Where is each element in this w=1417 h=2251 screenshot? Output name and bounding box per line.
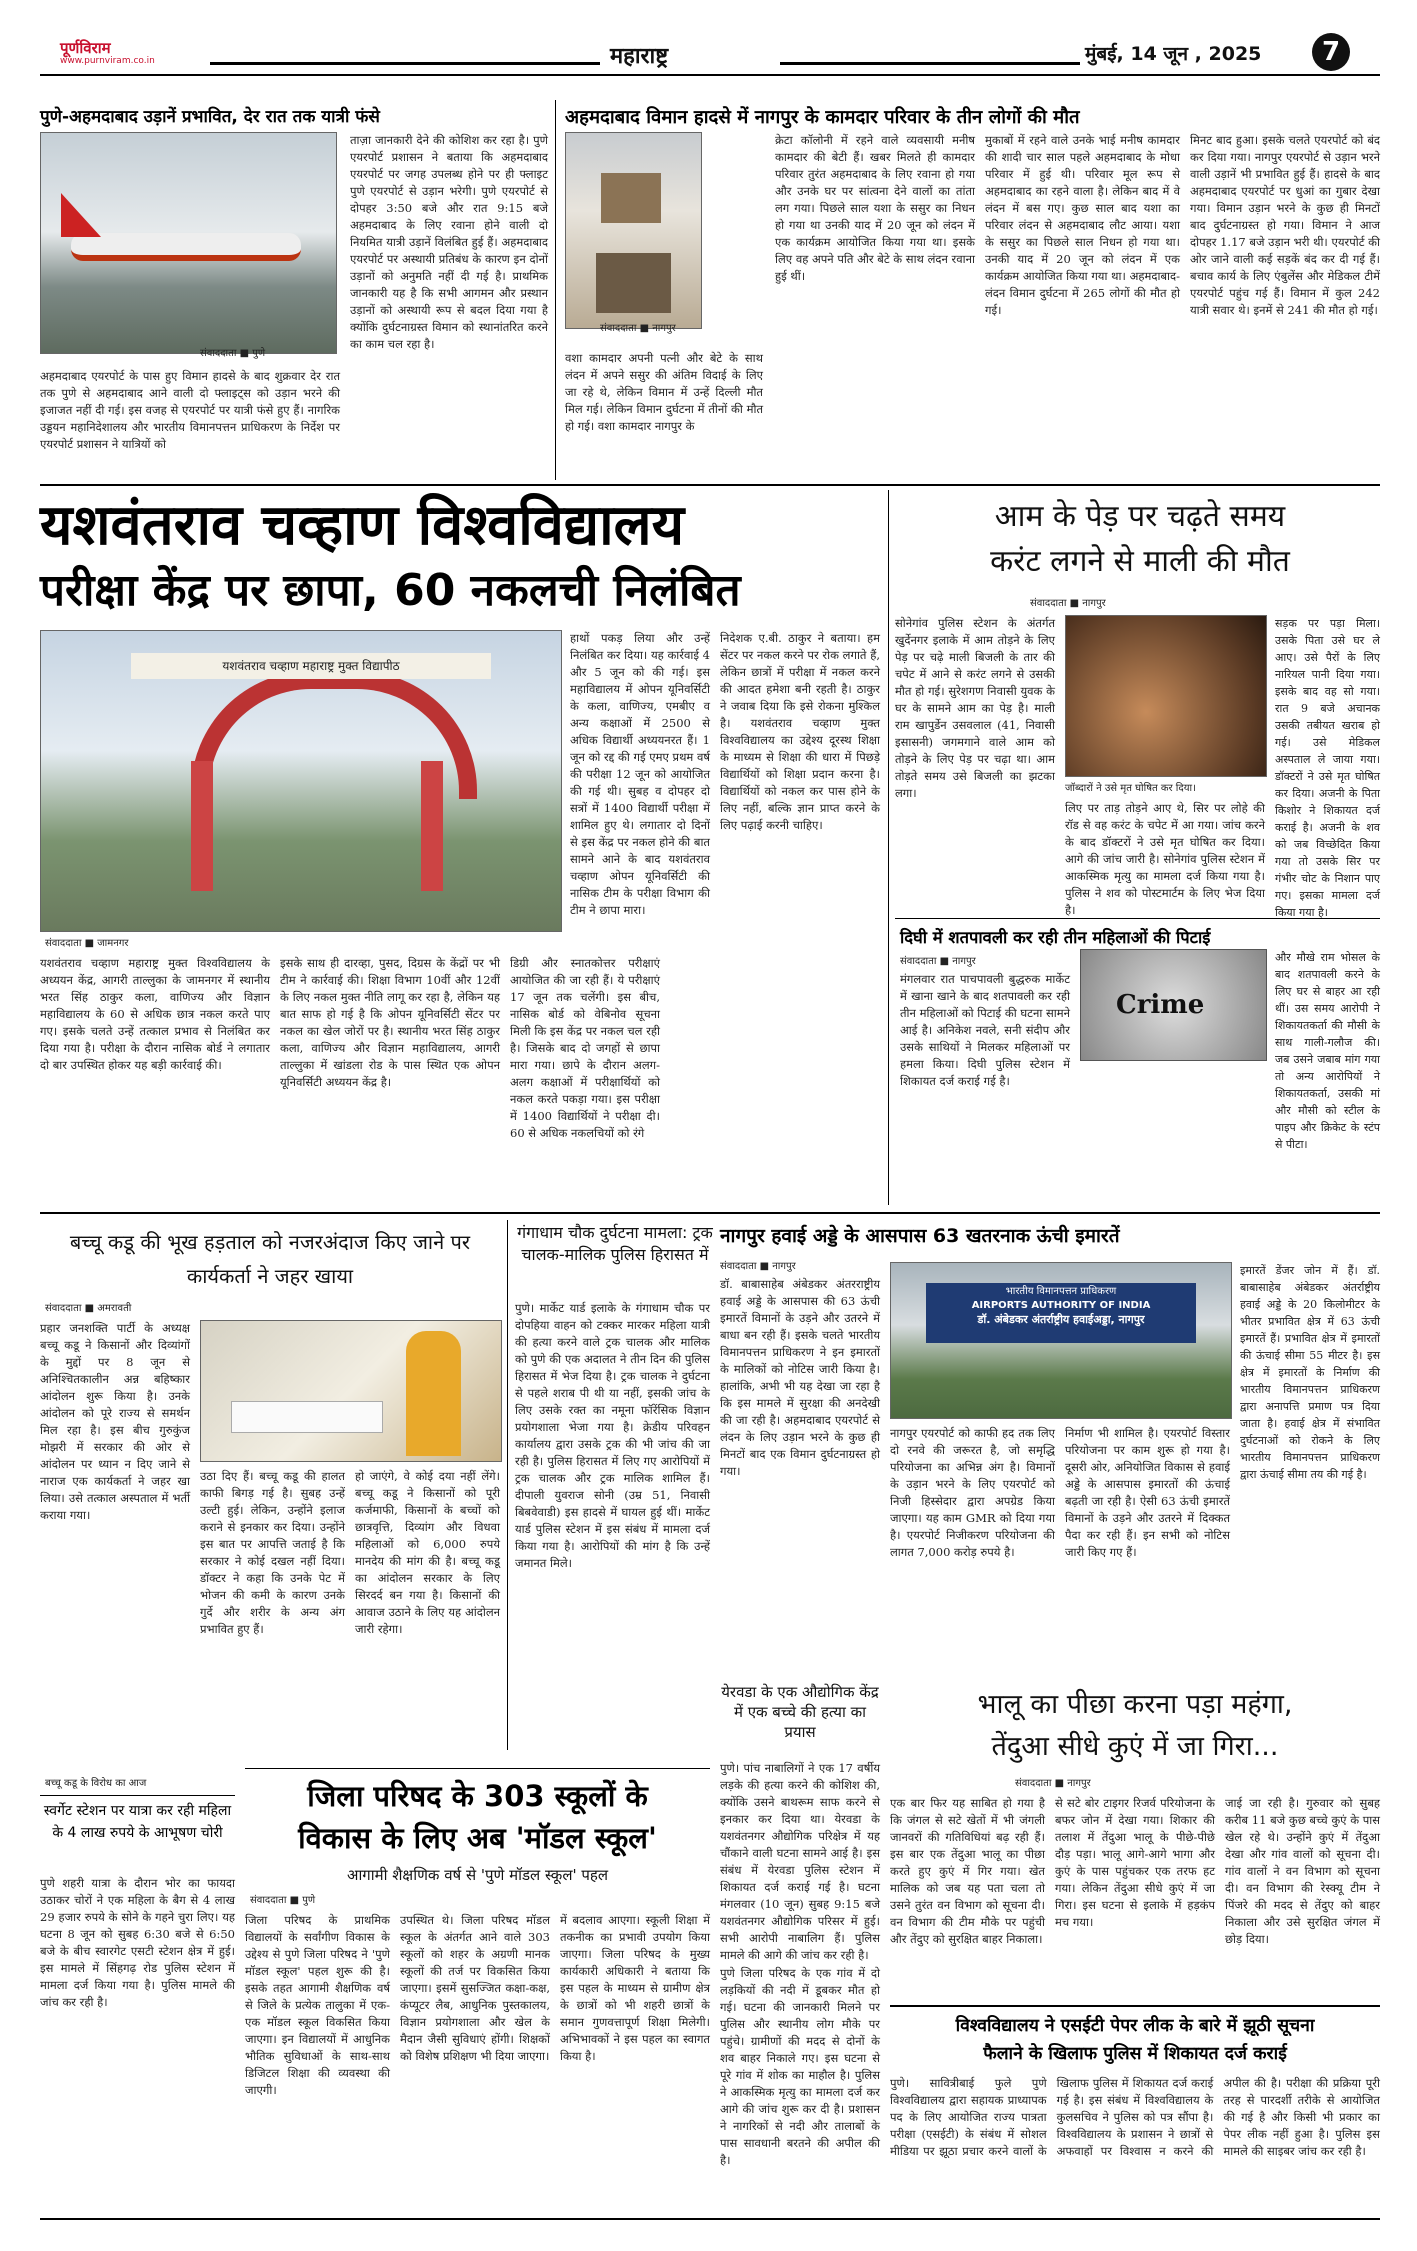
mango-headline-2: करंट लगने से माली की मौत <box>990 544 1290 579</box>
masthead-bottom-rule <box>40 74 1380 76</box>
airport-body-4: इमारतें डेंजर जोन में हैं। डॉ. बाबासाहेब अंबेडकर अंतर्राष्ट्रीय हवाई अड्डे के 20 किलोमीटर के भीतर प्रभावित क्षेत्र में 63 ऊंची इमारतें हैं। प्रभावित क्षेत्र में इमारतों की ऊंचाई सीमा 55 मीटर है। इस क्षेत्र में इमारतों के निर्माण की भारतीय विमानपत्तन प्राधिकरण द्वारा अनापत्ति प्रमाण पत्र दिया जाता है। हवाई क्षेत्र में संभावित दुर्घटनाओं को रोकने के लिए भारतीय विमानपत्तन प्राधिकरण द्वारा ऊंचाई सीमा तय की गई है। <box>1240 1264 1380 1481</box>
column-divider <box>555 100 556 480</box>
nagpur-family-col2: क्रेटा कॉलोनी में रहने वाले व्यवसायी मनीष कामदार की बेटी हैं। खबर मिलते ही कामदार परिवार तुरंत अहमदाबाद के लिए रवाना हो गया और उनके घर पर सांत्वना देने वालों का तांता लग गया। पिछले साल यशा के ससुर का निधन हो गया था उनकी याद में 20 जून को लंदन में एक कार्यक्रम आयोजित किया गया था। इसके लिए वह अपने पति और बेटे के साथ लंदन रवाना हुई थीं। <box>775 133 975 283</box>
bachchu-body-2: उठा दिए हैं। बच्चू कडू की हालत काफी बिगड़ गई है। सुबह उन्हें उल्टी हुई। लेकिन, उन्होंने इलाज कराने से इनकार कर दिया। उन्होंने इस बात पर आपत्ति जताई है कि सरकार ने कोई दखल नहीं दिया। डॉक्टर ने कहा कि उनके पेट में भोजन की कमी के कारण उनके गुर्दे और शरीर के अन्य अंग प्रभावित हुए हैं। <box>200 1469 345 1636</box>
airport-sign-line2: AIRPORTS AUTHORITY OF INDIA <box>971 1300 1151 1311</box>
ycmou-headline-1: यशवंतराव चव्हाण विश्वविद्यालय <box>40 493 685 558</box>
airport-body-1: डॉ. बाबासाहेब अंबेडकर अंतरराष्ट्रीय हवाई अड्डे के आसपास की 63 ऊंची इमारतें विमानों के उड़ने और उतरने में बाधा बन रही हैं। इसके चलते भारतीय विमानपत्तन प्राधिकरण ने इन इमारतों के मालिकों को नोटिस जारी किया है। हालांकि, अभी भी यह देखा जा रहा है कि इस मामले में सुरक्षा की अनदेखी की जा रही है। अहमदाबाद एयरपोर्ट से लंदन के लिए उड़ान भरने के कुछ ही मिनटों बाद एक विमान दुर्घटनाग्रस्त हो गया। <box>720 1277 880 1478</box>
airport-credit: संवाददाता ■ नागपुर <box>720 1261 796 1272</box>
zp-top-rule <box>245 1768 710 1769</box>
airport-body-3: निर्माण भी शामिल है। एयरपोर्ट विस्तार परियोजना पर काम शुरू हो गया है। दूसरी ओर, अनियोजित विकास से हवाई अड्डे के आसपास इमारतों की ऊंचाई बढ़ती जा रही है। ऐसी 63 ऊंची इमारतें विमानों के उड़ने और उतरने में दिक्कत पैदा कर रही हैं। इन सभी को नोटिस जारी किए गए हैं। <box>1065 1426 1230 1559</box>
nagpur-family-col1: वशा कामदार अपनी पत्नी और बेटे के साथ लंदन में अपने ससुर की अंतिम विदाई के लिए जा रहे थे, लेकिन विमान में उन्हें दिल्ली मौत मिल गई। लेकिन विमान दुर्घटना में तीनों की मौत हो गई। वशा कामदार नागपुर के <box>565 351 763 433</box>
gate-pillar-left <box>191 761 213 891</box>
dighi-body-1: मंगलवार रात पाचपावली बुद्धरुक मार्केट में खाना खाने के बाद शतपावली कर रही तीन महिलाओं को पिटाई की घटना सामने आई है। अनिकेश नवले, सनी संदीप और उसके साथियों ने मिलकर महिलाओं पर हमला किया। दिघी पुलिस स्टेशन में शिकायत दर्ज कराई गई है। <box>900 972 1070 1088</box>
house-gate <box>596 253 671 313</box>
zp-subhead: आगामी शैक्षणिक वर्ष से 'पुणे मॉडल स्कूल' पहल <box>346 1866 609 1884</box>
zp-body-1: जिला परिषद के प्राथमिक विद्यालयों के सर्वांगीण विकास के उद्देश्य से पुणे जिला परिषद ने 'पुणे मॉडल स्कूल' पहल शुरू की है। इसके तहत आगामी शैक्षणिक वर्ष से जिले के प्रत्येक तालुका में एक-एक मॉडल स्कूल विकसित किया जाएगा। इन विद्यालयों में आधुनिक भौतिक सुविधाओं के साथ-साथ डिजिटल शिक्षा की व्यवस्था की जाएगी। <box>245 1913 390 2097</box>
bear-headline-2: तेंदुआ सीधे कुएं में जा गिरा... <box>991 1731 1279 1762</box>
set-body: पुणे। सावित्रीबाई फुले पुणे विश्वविद्यालय द्वारा सहायक प्राध्यापक पद के लिए आयोजित राज्य पात्रता परीक्षा (एसईटी) के संबंध में सोशल मीडिया पर झूठा प्रचार करने वालों के खिलाफ पुलिस में शिकायत दर्ज कराई गई है। इस संबंध में विश्वविद्यालय के कुलसचिव ने पुलिस को पत्र सौंपा है। विश्वविद्यालय के प्रशासन ने छात्रों से अफवाहों पर विश्वास न करने की अपील की है। परीक्षा की प्रक्रिया पूरी तरह से पारदर्शी तरीके से आयोजित की गई है और किसी भी प्रकार का पेपर लीक नहीं हुआ है। पुलिस इस मामले की साइबर जांच कर रही है। <box>890 2076 1380 2158</box>
set-box <box>890 2005 1380 2214</box>
issue-date: मुंबई, 14 जून , 2025 <box>1085 43 1262 65</box>
pune-drowning-body: पुणे जिला परिषद के एक गांव में दो लड़कियों की नदी में डूबकर मौत हो गई। घटना की जानकारी मिलने पर पुलिस और स्थानीय लोग मौके पर पहुंचे। ग्रामीणों की मदद से दोनों के शव बाहर निकाले गए। इस घटना से पूरे गांव में शोक का माहौल है। पुलिस ने आकस्मिक मृत्यु का मामला दर्ज कर आगे की जांच शुरू कर दी है। प्रशासन ने नागरिकों से नदी और तालाबों के पास सावधानी बरतने की अपील की है। <box>720 1966 880 2167</box>
university-gate-photo <box>40 630 562 932</box>
zp-body-3: में बदलाव आएगा। स्कूली शिक्षा में तकनीक का प्रभावी उपयोग किया जाएगा। जिला परिषद के मुख्य कार्यकारी अधिकारी ने बताया कि इस पहल के माध्यम से ग्रामीण क्षेत्र के छात्रों को भी शहरी छात्रों के समान गुणवत्तापूर्ण शिक्षा मिलेगी। अभिभावकों ने इस पहल का स्वागत किया है। <box>560 1913 710 2063</box>
bachchu-body-1: प्रहार जनशक्ति पार्टी के अध्यक्ष बच्चू कडू ने किसानों और दिव्यांगों के मुद्दों पर 8 जून से अनिश्चितकालीन अन्न बहिष्कार आंदोलन शुरू किया है। उनके आंदोलन को पूरे राज्य से समर्थन मिल रहा है। इस बीच गुरुकुंज मोझरी में सरकार की ओर से आंदोलन पर ध्यान न दिए जाने से नाराज एक कार्यकर्ता ने जहर खा लिया। उसे तत्काल अस्पताल में भर्ती कराया गया। <box>40 1321 190 1522</box>
ycmou-body-3: डिग्री और स्नातकोत्तर परीक्षाएं आयोजित की जा रही हैं। ये परीक्षाएं 17 जून तक चलेंगी। इस बीच, नासिक बोर्ड को वेबिनोव सूचना मिली कि इस केंद्र पर नकल चल रही है। जिसके बाद दो जगहों से छापा मारा गया। छापे के दौरान अलग-अलग कक्षाओं में परीक्षार्थियों को नकल करते पकड़ा गया। इस परीक्षा में 1400 विद्यार्थियों ने परीक्षा दी। 60 से अधिक नकलचियों को रंगे <box>510 956 660 1140</box>
bear-body-2: से सटे बोर टाइगर रिजर्व परियोजना के बफर जोन में देखा गया। शिकार की तलाश में तेंदुआ भालू के पीछे-पीछे दौड़ पड़ा। भालू आगे-आगे भागा और कुएं के पास पहुंचकर एक तरफ हट गया। लेकिन तेंदुआ सीधे कुएं में जा गिरा। इस घटना से इलाके में हड़कंप मच गया। <box>1055 1796 1215 1929</box>
nagpur-family-headline: अहमदाबाद विमान हादसे में नागपुर के कामदार परिवार के तीन लोगों की मौत <box>565 107 1080 128</box>
airport-sign-line3: डॉ. अंबेडकर अंतर्राष्ट्रीय हवाईअड्डा, नागपुर <box>977 1313 1145 1326</box>
airport-headline: नागपुर हवाई अड्डे के आसपास 63 खतरनाक ऊंची इमारतें <box>720 1225 1120 1247</box>
brand-logo: पूर्णविराम <box>60 39 111 57</box>
gate-sign: यशवंतराव चव्हाण महाराष्ट्र मुक्त विद्यापीठ <box>131 653 491 679</box>
house-window <box>601 173 661 223</box>
mango-body-3: सड़क पर पड़ा मिला। उसके पिता उसे घर ले आए। उसे पैरों के लिए नारियल पानी दिया गया। इसके बाद वह सो गया। रात 9 बजे अचानक उसकी तबीयत खराब हो गई। उसे मेडिकल अस्पताल ले जाया गया। डॉक्टरों ने उसे मृत घोषित कर दिया। अजनी के पिता किशोर ने शिकायत दर्ज कराई है। अजनी के शव को जब विच्छेदित किया गया तो उसके सिर पर गंभीर चोट के निशान पाए गए। इसका मामला दर्ज किया गया है। <box>1275 617 1380 919</box>
column-divider-3 <box>507 1220 508 1750</box>
crime-image <box>1080 949 1267 1061</box>
nagpur-family-col3: मुकाबों में रहने वाले उनके भाई मनीष कामदार की शादी चार साल पहले अहमदाबाद के मोधा परिवार में हुई थी। परिवार मूल रूप से अहमदाबाद का रहने वाला है। लेकिन बाद में वे लंदन में बस गए। कुछ साल बाद यशा का परिवार लंदन से अहमदाबाद लौट आया। यशा के ससुर का पिछले साल निधन हो गया था। उनकी याद में 20 जून को लंदन में एक कार्यक्रम आयोजित किया गया था। अहमदाबाद-लंदन विमान दुर्घटना में 265 लोगों की मौत हो गई। <box>985 133 1180 317</box>
bear-body-1: एक बार फिर यह साबित हो गया है कि जंगल से सटे खेतों में भी जंगली जानवरों की गतिविधियां बढ़ रही हैं। इस बार एक तेंदुआ भालू का पीछा करते हुए कुएं में गिर गया। खेत मालिक को जब यह पता चला तो उसने तुरंत वन विभाग को सूचना दी। वन विभाग की टीम मौके पर पहुंची और तेंदुए को सुरक्षित बाहर निकाला। <box>890 1796 1045 1946</box>
set-headline-2: फैलाने के खिलाफ पुलिस में शिकायत दर्ज कराई <box>983 2044 1287 2064</box>
aircraft-photo <box>40 132 337 354</box>
bear-headline-1: भालू का पीछा करना पड़ा महंगा, <box>977 1689 1293 1720</box>
bachchu-credit: संवाददाता ■ अमरावती <box>45 1303 132 1314</box>
page-bottom-rule <box>40 2218 1380 2220</box>
nagpur-family-credit: संवाददाता ■ नागपुर <box>600 323 676 334</box>
dighi-credit: संवाददाता ■ नागपुर <box>900 956 976 967</box>
airport-sign-photo <box>890 1262 1232 1419</box>
aircraft-tail <box>61 193 101 237</box>
zp-credit: संवाददाता ■ पुणे <box>250 1895 316 1906</box>
mango-body-1: सोनेगांव पुलिस स्टेशन के अंतर्गत खुर्देनगर इलाके में आम तोड़ने के लिए पेड़ पर चढ़े माली बिजली के तार की चपेट में आने से करंट लगने से उसकी मौत हो गई। सुरेशगण निवासी युवक के घर के सामने आम का पेड़ है। माली राम खापुर्डेन उसवलाल (41, निवासी इसासनी) जगमगाने वाले आम को तोड़ने के लिए पेड़ पर चढ़ा था। आम तोड़ते समय उसे बिजली का झटका लगा। <box>895 616 1055 800</box>
gate-pillar-right <box>421 761 443 891</box>
zp-headline-2: विकास के लिए अब 'मॉडल स्कूल' <box>298 1821 657 1855</box>
airport-sign-line1: भारतीय विमानपत्तन प्राधिकरण <box>1005 1286 1117 1297</box>
mango-headline-1: आम के पेड़ पर चढ़ते समय <box>994 499 1286 534</box>
page-number: 7 <box>1312 33 1350 71</box>
pune-flights-credit: संवाददाता ■ पुणे <box>200 348 266 359</box>
mango-body-2: लिए पर ताड़ तोड़ने आए थे, सिर पर लोहे की रॉड से वह करंट के चपेट में आ गया। जांच करने के बाद डॉक्टरों ने उसे मृत घोषित कर दिया। आगे की जांच जारी है। सोनेगांव पुलिस स्टेशन में आकस्मिक मृत्यु का मामला दर्ज किया गया है। पुलिस ने शव को पोस्टमार्टम के लिए भेज दिया है। <box>1065 801 1265 917</box>
bear-body-3: जाई जा रही है। गुरुवार को सुबह करीब 11 बजे कुछ बच्चे कुएं के पास खेल रहे थे। उन्होंने कुएं में तेंदुआ देखा और गांव वालों को सूचना दी। गांव वालों ने वन विभाग को सूचना दी। वन विभाग की रेस्क्यू टीम ने पिंजरे की मदद से तेंदुए को बाहर निकाला और उसे सुरक्षित जंगल में छोड़ दिया। <box>1225 1796 1380 1946</box>
mango-caption: जॉब्दारों ने उसे मृत घोषित कर दिया। <box>1065 783 1196 794</box>
airport-body-2: नागपुर एयरपोर्ट को काफी हद तक लिए दो रनवे की जरूरत है, जो समृद्धि परियोजना का अभिन्न अंग है। विमानों के उड़ान भरने के लिए एयरपोर्ट को निजी हिस्सेदार द्वारा अपग्रेड किया जाएगा। यह काम GMR को दिया गया है। एयरपोर्ट निजीकरण परियोजना की लागत 7,000 करोड़ रुपये है। <box>890 1426 1055 1559</box>
person-figure <box>406 1331 461 1456</box>
pune-flights-body-left: अहमदाबाद एयरपोर्ट के पास हुए विमान हादसे के बाद शुक्रवार देर रात तक पुणे से अहमदाबाद आने वाली दो फ्लाइट्स को उड़ान भरने की इजाजत नहीं दी गई। इस वजह से एयरपोर्ट पर यात्री फंसे हुए हैं। नागरिक उड्डयन महानिदेशालय और भारतीय विमानपत्तन प्राधिकरण के निर्देश पर एयरपोर्ट प्रशासन ने यात्रियों को <box>40 369 340 451</box>
ycmou-body-4: हाथों पकड़ लिया और उन्हें निलंबित कर दिया। यह कार्रवाई 4 और 5 जून को की गई। इस महाविद्यालय में ओपन यूनिवर्सिटी के कला, वाणिज्य, एमबीए व अन्य कक्षाओं में 2500 से अधिक विद्यार्थी अध्ययनरत हैं। 1 जून को रद्द की गई एमए प्रथम वर्ष की परीक्षा 12 जून को आयोजित की गई थी। सुबह व दोपहर दो सत्रों में 1400 विद्यार्थी परीक्षा में शामिल हुए थे। लगातार दो दिनों से इस केंद्र पर नकल होने की बात सामने आने के बाद यशवंतराव चव्हाण ओपन यूनिवर्सिटी की नासिक टीम के परीक्षा विभाग की टीम ने छापा मारा। <box>570 631 710 917</box>
masthead-rule-left <box>210 62 600 65</box>
crime-label: Crime <box>1116 990 1205 1020</box>
aircraft-body <box>71 233 301 261</box>
website-url: www.purnviram.co.in <box>60 56 155 66</box>
bachchu-headline: बच्चू कडू की भूख हड़ताल को नजरअंदाज किए जाने पर कार्यकर्ता ने जहर खाया <box>69 1230 471 1288</box>
column-divider-2 <box>888 490 889 1205</box>
section-label: महाराष्ट्र <box>610 43 669 69</box>
bed-figure <box>231 1401 383 1433</box>
masthead <box>0 0 1417 72</box>
gangadham-body: पुणे। मार्केट यार्ड इलाके के गंगाधाम चौक पर दोपहिया वाहन को टक्कर मारकर महिला यात्री की हत्या करने वाले ट्रक चालक और मालिक को पुणे की एक अदालत ने तीन दिन की पुलिस हिरासत में भेज दिया है। ट्रक चालक ने दुर्घटना से पहले शराब पी थी या नहीं, इसकी जांच के लिए उसके रक्त का नमूना फॉरेंसिक विज्ञान प्रयोगशाला भेजा गया है। क्रेडीय परिवहन कार्यालय द्वारा उसके ट्रक की भी जांच की जा रही है। पुलिस हिरासत में लिए गए आरोपियों में ट्रक चालक और ट्रक मालिक शामिल हैं। दीपाली युवराज सोनी (उम्र 51, निवासी बिबवेवाडी) इस हादसे में घायल हुई थीं। मार्केट यार्ड पुलिस स्टेशन में इस संबंध में मामला दर्ज किया गया है। आरोपियों की मांग है कि उन्हें जमानत मिले। <box>515 1301 710 1570</box>
pune-flights-body-right: ताज़ा जानकारी देने की कोशिश कर रहा है। पुणे एयरपोर्ट प्रशासन ने बताया कि अहमदाबाद एयरपोर्ट पर जगह उपलब्ध होने पर ही फ्लाइट पुणे एयरपोर्ट से उड़ान भरेगी। पुणे एयरपोर्ट से दोपहर 3:50 बजे और रात 9:15 बजे अहमदाबाद के लिए रवाना होने वाली दो नियमित यात्री उड़ानें विलंबित हुई हैं। अहमदाबाद एयरपोर्ट पर अस्थायी प्रतिबंध के कारण इन दोनों उड़ानों को अनुमति नहीं दी गई है। प्राथमिक जानकारी यह है कि सभी आगमन और प्रस्थान उड़ानों को अस्थायी रूप से बदल दिया गया है क्योंकि दुर्घटनाग्रस्त विमान को स्थानांतरित करने का काम चल रहा है। <box>350 133 548 351</box>
masthead-rule-right <box>780 62 1080 65</box>
strip-rule <box>40 1795 235 1796</box>
section-rule-2 <box>40 1212 1380 1214</box>
pune-flights-headline: पुणे-अहमदाबाद उड़ानें प्रभावित, देर रात तक यात्री फंसे <box>40 107 380 127</box>
gangadham-headline: गंगाधाम चौक दुर्घटना मामला: ट्रक चालक-मालिक पुलिस हिरासत में <box>517 1223 713 1264</box>
bachchu-body-3: हो जाएंगे, वे कोई दया नहीं लेंगे। बच्चू कडू ने किसानों को पूरी कर्जमाफी, किसानों के बच्चों को छात्रवृत्ति, दिव्यांग और विधवा महिलाओं को 6,000 रुपये मानदेय की मांग की है। बच्चू कडू का आंदोलन सरकार के लिए सिरदर्द बन गया है। किसानों की आवाज उठाने के लिए यह आंदोलन जारी रहेगा। <box>355 1469 500 1636</box>
ycmou-headline-2: परीक्षा केंद्र पर छापा, 60 नकलची निलंबित <box>40 565 741 616</box>
ycmou-body-5: निदेशक ए.बी. ठाकुर ने बताया। हम सेंटर पर नकल करने पर रोक लगाते हैं, लेकिन छात्रों में परीक्षा में नकल करने की आदत हमेशा बनी रहती है। ठाकुर ने जवाब दिया कि इसे रोकना मुश्किल है। यशवंतराव चव्हाण मुक्त विश्वविद्यालय का उद्देश्य दूरस्थ शिक्षा के माध्यम से शिक्षा की धारा में पिछड़े विद्यार्थियों को शिक्षा प्रदान करना है। विद्यार्थियों को नकल कर पास होने के लिए नहीं, बल्कि ज्ञान प्राप्त करने के लिए पढ़ाई करनी चाहिए। <box>720 631 880 832</box>
zp-headline-1: जिला परिषद के 303 स्कूलों के <box>307 1779 648 1813</box>
house-photo <box>565 132 702 329</box>
yerwada-headline: येरवडा के एक औद्योगिक केंद्र में एक बच्चे की हत्या का प्रयास <box>721 1683 879 1741</box>
bachchu-caption: बच्चू कडू के विरोध का आज <box>45 1778 147 1789</box>
dighi-box <box>895 918 1380 1207</box>
bear-credit: संवाददाता ■ नागपुर <box>1015 1778 1091 1789</box>
zp-body-2: उपस्थित थे। जिला परिषद मॉडल स्कूल के अंतर्गत आने वाले 303 स्कूलों को शहर के अग्रणी मानक स्कूलों की तर्ज पर विकसित किया जाएगा। इसमें सुसज्जित कक्षा-कक्ष, कंप्यूटर लैब, आधुनिक पुस्तकालय, विज्ञान प्रयोगशाला और खेल के मैदान जैसी सुविधाएं होंगी। शिक्षकों को विशेष प्रशिक्षण भी दिया जाएगा। <box>400 1913 550 2063</box>
section-rule-1 <box>40 484 1380 486</box>
set-headline-1: विश्वविद्यालय ने एसईटी पेपर लीक के बारे में झूठी सूचना <box>955 2016 1315 2036</box>
swargate-body: पुणे शहरी यात्रा के दौरान भोर का फायदा उठाकर चोरों ने एक महिला के बैग से 4 लाख 29 हजार रुपये के सोने के गहने चुरा लिए। यह घटना 8 जून को सुबह 6:30 बजे से 6:50 बजे के बीच स्वारगेट एसटी स्टेशन क्षेत्र में हुई। इस मामले में सिंहगढ़ रोड पुलिस स्टेशन में मामला दर्ज किया गया है। पुलिस मामले की जांच कर रही है। <box>40 1876 235 2009</box>
dighi-headline: दिघी में शतपावली कर रही तीन महिलाओं की पिटाई <box>900 928 1211 947</box>
nagpur-family-col4: मिनट बाद हुआ। इसके चलते एयरपोर्ट को बंद कर दिया गया। नागपुर एयरपोर्ट से उड़ान भरने वाली उड़ानें भी प्रभावित हुई हैं। हादसे के बाद अहमदाबाद एयरपोर्ट पर धुआं का गुबार देखा गया। विमान उड़ान भरने के कुछ ही मिनटों बाद दुर्घटनाग्रस्त हो गया। विमान ने आज दोपहर 1.17 बजे उड़ान भरी थी। एयरपोर्ट की ओर जाने वाली कई सड़कें बंद कर दी गई हैं। बचाव कार्य के लिए एंबुलेंस और मेडिकल टीमें एयरपोर्ट पहुंच गई हैं। विमान में कुल 242 यात्री सवार थे। इनमें से 241 की मौत हो गई। <box>1190 133 1380 317</box>
mango-credit: संवाददाता ■ नागपुर <box>1030 598 1106 609</box>
swargate-headline: स्वर्गेट स्टेशन पर यात्रा कर रही महिला के 4 लाख रुपये के आभूषण चोरी <box>43 1803 232 1841</box>
ycmou-credit: संवाददाता ■ जामनगर <box>45 938 129 949</box>
hand-photo <box>1065 615 1267 777</box>
dighi-body-2: और मौखे राम भोसल के बाद शतपावली करने के लिए घर से बाहर आ रही थीं। उस समय आरोपी ने शिकायतकर्ता की मौसी के साथ गाली-गलौज की। जब उसने जबाब मांग गया तो अन्य आरोपियों ने शिकायतकर्ता, उसकी मां और मौसी को स्टील के पाइप और क्रिकेट के स्टंप से पीटा। <box>1275 951 1380 1151</box>
ycmou-body-2: इसके साथ ही दारव्हा, पुसद, दिग्रस के केंद्रों पर भी टीम ने कार्रवाई की। शिक्षा विभाग 10वीं और 12वीं के लिए नकल मुक्त नीति लागू कर रहा है, लेकिन यह बात साफ हो गई है कि ओपन यूनिवर्सिटी सेंटर पर नकल का खेल जोरों पर है। स्थानीय भरत सिंह ठाकुर कला, वाणिज्य और विज्ञान महाविद्यालय, आगरी ताल्लुका में खांडला रोड के पास स्थित एक ओपन यूनिवर्सिटी अध्ययन केंद्र है। <box>280 956 500 1089</box>
hospital-photo <box>200 1320 502 1462</box>
airport-sign <box>926 1283 1196 1343</box>
ycmou-body-1: यशवंतराव चव्हाण महाराष्ट्र मुक्त विश्वविद्यालय के अध्ययन केंद्र, आगरी ताल्लुका के जामनगर में स्थानीय भरत सिंह ठाकुर कला, वाणिज्य और विज्ञान महाविद्यालय के 60 से अधिक छात्र नकल करते पाए गए। इसके चलते उन्हें तत्काल प्रभाव से निलंबित कर दिया गया है। परीक्षा के दौरान नासिक बोर्ड ने लगातार दो बार उपस्थित होकर यह बड़ी कार्रवाई की। <box>40 956 270 1072</box>
yerwada-body: पुणे। पांच नाबालिगों ने एक 17 वर्षीय लड़के की हत्या करने की कोशिश की, क्योंकि उसने बाथरूम साफ करने से इनकार कर दिया था। येरवडा के यशवंतनगर औद्योगिक परिक्षेत्र में यह चौंकाने वाली घटना सामने आई है। इस संबंध में येरवडा पुलिस स्टेशन में शिकायत दर्ज कराई गई है। घटना मंगलवार (10 जून) सुबह 9:15 बजे यशवंतनगर औद्योगिक परिसर में हुई। सभी आरोपी नाबालिग हैं। पुलिस मामले की आगे की जांच कर रही है। <box>720 1761 880 1962</box>
